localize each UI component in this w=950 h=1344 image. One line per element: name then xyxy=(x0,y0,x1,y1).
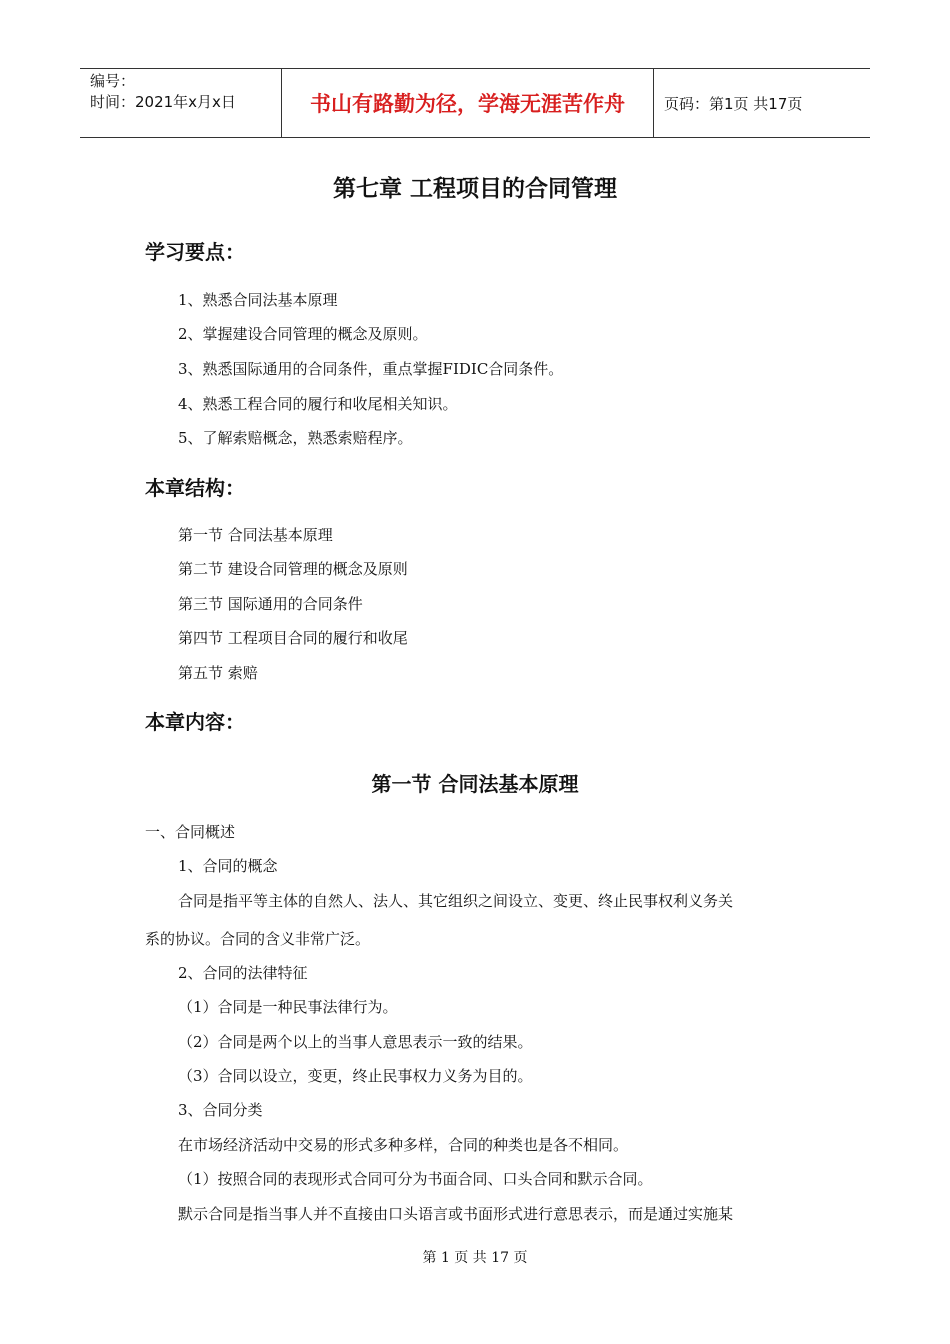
learning-points-heading: 学习要点： xyxy=(145,240,245,264)
structure-item: 第五节 索赔 xyxy=(178,664,258,682)
learning-point-item: 1、熟悉合同法基本原理 xyxy=(178,291,338,309)
paragraph-line: 在市场经济活动中交易的形式多种多样，合同的种类也是各不相同。 xyxy=(178,1136,629,1154)
header-meta-cell xyxy=(80,69,282,137)
paragraph-line: 默示合同是指当事人并不直接由口头语言或书面形式进行意思表示，而是通过实施某 xyxy=(178,1205,734,1223)
structure-heading: 本章结构： xyxy=(145,476,245,500)
subheading: 3、合同分类 xyxy=(178,1101,263,1119)
content-heading: 本章内容： xyxy=(145,710,245,734)
subheading: 1、合同的概念 xyxy=(178,857,278,875)
learning-point-item: 5、了解索赔概念，熟悉索赔程序。 xyxy=(178,429,413,447)
list-item: （1）合同是一种民事法律行为。 xyxy=(178,998,398,1016)
section-title: 第一节 合同法基本原理 xyxy=(371,772,579,796)
header-motto: 书山有路勤为径，学海无涯苦作舟 xyxy=(282,69,654,137)
list-item: （2）合同是两个以上的当事人意思表示一致的结果。 xyxy=(178,1033,533,1051)
page-footer: 第 1 页 共 17 页 xyxy=(422,1250,528,1266)
chapter-title: 第七章 工程项目的合同管理 xyxy=(332,176,617,202)
learning-point-item: 2、掌握建设合同管理的概念及原则。 xyxy=(178,325,428,343)
outline-heading: 一、合同概述 xyxy=(145,823,236,841)
list-item: （1）按照合同的表现形式合同可分为书面合同、口头合同和默示合同。 xyxy=(178,1170,653,1188)
header-page-info: 页码：第1页 共17页 xyxy=(664,94,803,113)
learning-point-item: 4、熟悉工程合同的履行和收尾相关知识。 xyxy=(178,395,458,413)
subheading: 2、合同的法律特征 xyxy=(178,964,308,982)
list-item: （3）合同以设立，变更，终止民事权力义务为目的。 xyxy=(178,1067,533,1085)
learning-point-item: 3、熟悉国际通用的合同条件，重点掌握FIDIC合同条件。 xyxy=(178,360,564,378)
paragraph-line: 系的协议。合同的含义非常广泛。 xyxy=(145,930,371,948)
page-header xyxy=(80,68,870,138)
structure-item: 第四节 工程项目合同的履行和收尾 xyxy=(178,629,408,647)
structure-item: 第二节 建设合同管理的概念及原则 xyxy=(178,560,408,578)
structure-item: 第一节 合同法基本原理 xyxy=(178,526,333,544)
paragraph-line: 合同是指平等主体的自然人、法人、其它组织之间设立、变更、终止民事权利义务关 xyxy=(178,892,734,910)
document-number-label: 编号： xyxy=(90,72,136,90)
document-time-label: 时间：2021年x月x日 xyxy=(90,93,236,111)
structure-item: 第三节 国际通用的合同条件 xyxy=(178,595,363,613)
